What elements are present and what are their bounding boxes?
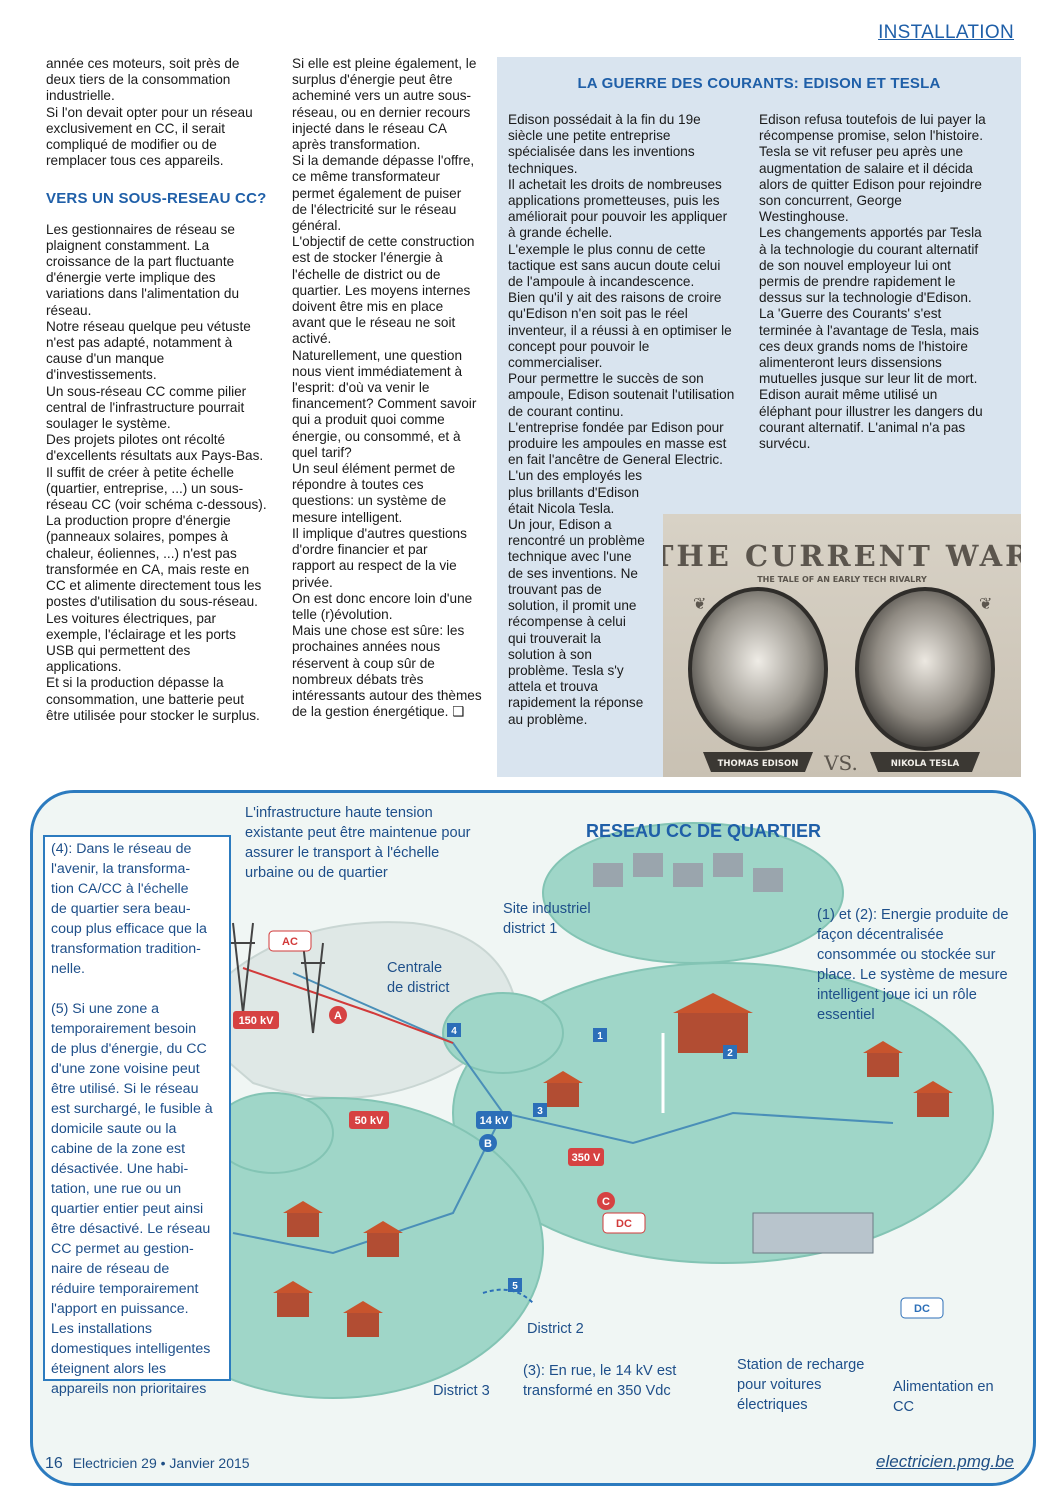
col2-body: Si elle est pleine également, le surplus d'énergie peut être acheminé vers un autre sous- réseau, ou en dernier recours injecté dans le réseau CA après transformation. Si la demande dépasse l'offre, ce même transformateur permet également de puiser de l'électricité sur le réseau général. L'objectif de cette construction est de stocker l'énergie à l'échelle de district ou de quartier. Les moyens internes doivent être mis en place avant que le réseau ne soit activé. Naturellement, une question nous vient immédiatement à l'esprit: d'où va venir le financement? Comment savoir qui a produit quoi comme énergie, ou consommé, et à quel tarif? Un seul élément permet de répondre à toutes ces questions: un système de mesure intelligent. Il implique d'autres questions d'ordre financier et par rapport au respect de la vie privée. On est donc encore loin d'une telle (r)évolution. Mais une chose est sûre: les prochaines années nous réservent à coup sûr de nombreux débats très intéressants autour des thèmes de la gestion énergétique. ❑	[292, 56, 482, 720]
marker-a-text: A	[334, 1010, 342, 1022]
charging-station-label: Station de recharge pour voitures électriques	[737, 1357, 865, 1413]
infra-note: L'infrastructure haute tension existante peut être maintenue pour assurer le transport à l'échelle urbaine ou de quartier	[245, 805, 471, 881]
substation-land	[213, 1093, 333, 1173]
marker-3-text: 3	[537, 1106, 543, 1117]
sidebar-col-a-text: Edison possédait à la fin du 19e siècle une petite entreprise spécialisée dans les inventions techniques. Il achetait les droits de nombreuses applications prometteuses, puis les améliorait pour pouvoir les appliquer à grande échelle. L'exemple le plus connu de cette tactique est sans aucun doute celui de l'ampoule à incandescence. Bien qu'il y ait des raisons de croire qu'Edison n'en soit pas le réel inventeur, il a réussi à en optimiser le concept pour pouvoir le commercialiser. Pour permettre le succès de son ampoule, Edison soutenait l'utilisation de courant continu. L'entreprise fondée par Edison pour produire les ampoules en masse est en fait l'ancêtre de General Electric.	[508, 112, 735, 468]
sidebar-col-b-text: Edison refusa toutefois de lui payer la récompense promise, selon l'histoire. Tesla se vit refuser peu après une augmentation de salaire et il décida alors de quitter Edison pour rejoindre son concurrent, George Westinghouse. Les changements apportés par Tesla à la technologie du courant alternatif de son nouvel employeur lui ont permis de prendre rapidement le dessus sur la technologie d'Edison. La 'Guerre des Courants' s'est terminée à l'avantage de Tesla, mais ces deux grands noms de l'histoire alimenteront leurs dissensions mutuelles jusque sur leur lit de mort. Edison aurait même utilisé un éléphant pour illustrer les dangers du courant alternatif. L'animal n'a pas survécu.	[759, 112, 986, 452]
dc-badge-text: DC	[616, 1218, 632, 1230]
sidebar-col-a-narrow-text: L'un des employés les plus brillants d'Edison était Nicola Tesla. Un jour, Edison a rencontré un problème technique avec l'une de ses inventions. Ne trouvant pas de solution, il promit une récompense à celui qui trouverait la solution à son problème. Tesla s'y attela et trouva rapidement la réponse au problème.	[508, 468, 645, 727]
ac-badge-text: AC	[282, 936, 298, 948]
col1-paragraph-top: année ces moteurs, soit près de deux tiers de la consommation industrielle. Si l'on devait opter pour un réseau exclusivement en CC, il serait compliqué de modifier ou de remplacer tous ces appareils.	[46, 56, 253, 169]
diagram-title: RESEAU CC DE QUARTIER	[586, 821, 822, 841]
dc-badge-2-text: DC	[914, 1303, 930, 1315]
marker-2-text: 2	[727, 1048, 733, 1059]
centrale-label: Centrale de district	[387, 960, 450, 996]
column-2	[292, 56, 492, 720]
dc-supply-label: Alimentation en CC	[893, 1379, 994, 1415]
note-4-5: (4): Dans le réseau de l'avenir, la transforma- tion CA/CC à l'échelle de quartier sera beau- coup plus efficace que la transformation tradition- nelle. (5) Si une zone a temporairement besoin de plus d'énergie, du CC d'une zone voisine peut être utilisé. Si le réseau est surchargé, le fusible à domicile saute ou la cabine de la zone est désactivée. Une habi- tation, une rue ou un quartier entier peut ainsi être désactivé. Le réseau CC permet au gestion- naire de réseau de réduire temporairement l'apport en puissance. Les installations domestiques intelligentes éteignent alors les appareils non prioritaires	[43, 835, 231, 1381]
marker-1-text: 1	[597, 1031, 603, 1042]
sidebar-column-b	[759, 112, 1017, 452]
poster-subtitle: THE TALE OF AN EARLY TECH RIVALRY	[757, 575, 927, 584]
section-label: INSTALLATION	[878, 22, 1014, 43]
note-3: (3): En rue, le 14 kV est transformé en 350 Vdc	[523, 1363, 677, 1399]
tesla-portrait	[857, 589, 993, 749]
column-1	[46, 56, 276, 724]
marker-5-text: 5	[512, 1281, 518, 1292]
tag-14kv-text: 14 kV	[479, 1115, 509, 1127]
marker-4-text: 4	[451, 1026, 457, 1037]
page-number: 16	[45, 1455, 63, 1472]
sidebar-box	[497, 57, 1021, 777]
dc-network-diagram	[30, 790, 1036, 1486]
charging-station	[753, 1213, 873, 1253]
footer-left	[45, 1455, 250, 1473]
edison-portrait	[690, 589, 826, 749]
issue-info: Electricien 29 • Janvier 2015	[72, 1455, 250, 1471]
tag-150kv-text: 150 kV	[238, 1015, 274, 1027]
marker-b-text: B	[484, 1138, 492, 1150]
footer-website-link[interactable]: electricien.pmg.be	[876, 1452, 1014, 1471]
poster-vs: VS.	[824, 751, 858, 775]
tag-350v-text: 350 V	[571, 1152, 601, 1164]
col1-heading: VERS UN SOUS-RESEAU CC?	[46, 190, 267, 208]
edison-name: THOMAS EDISON	[717, 759, 799, 769]
poster-art	[663, 514, 1021, 777]
tesla-name: NIKOLA TESLA	[890, 759, 960, 769]
ornament-left-icon: ❦	[693, 596, 707, 613]
marker-c-text: C	[602, 1196, 610, 1208]
ornament-right-icon: ❦	[979, 596, 993, 613]
sidebar-title: LA GUERRE DES COURANTS: EDISON ET TESLA	[577, 75, 941, 92]
current-war-poster	[663, 514, 1021, 777]
site-industriel-label: Site industriel district 1	[503, 901, 591, 937]
note-1-2: (1) et (2): Energie produite de façon décentralisée consommée ou stockée sur place. Le système de mesure intelligent joue ici un rôle essentiel	[817, 907, 1009, 1023]
tag-50kv-text: 50 kV	[354, 1115, 384, 1127]
district-2-label: District 2	[527, 1321, 584, 1337]
col1-body: Les gestionnaires de réseau se plaignent constamment. La croissance de la part fluctuante d'énergie verte implique des variations dans l'alimentation du réseau. Notre réseau quelque peu vétuste n'est pas adapté, notamment à cause d'un manque d'investissements. Un sous-réseau CC comme pilier central de l'infrastructure pourrait soulager le système. Des projets pilotes ont récolté d'excellents résultats aux Pays-Bas. Il suffit de créer à petite échelle (quartier, entreprise, ...) un sous- réseau CC (voir schéma c-dessous). La production propre d'énergie (panneaux solaires, pompes à chaleur, éoliennes, ...) n'est pas transformée en CA, mais reste en CC et alimente directement tous les postes d'utilisation du sous-réseau. Les voitures électriques, par exemple, l'éclairage et les ports USB qui permettent des applications. Et si la production dépasse la consommation, une batterie peut être utilisée pour stocker le surplus.	[46, 221, 267, 723]
poster-title: THE CURRENT WAR	[663, 539, 1021, 573]
district-1-land	[543, 823, 843, 963]
district-3-label: District 3	[433, 1383, 490, 1399]
